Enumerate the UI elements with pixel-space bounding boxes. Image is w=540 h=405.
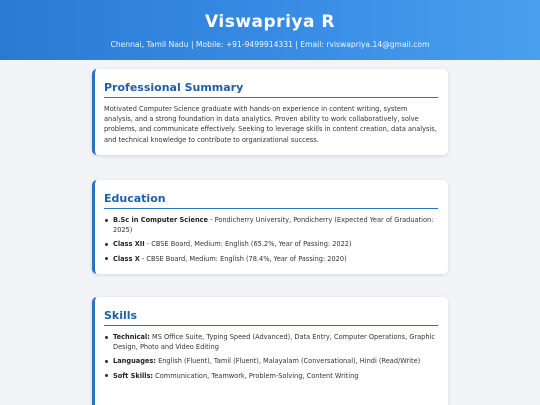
section-title-education: Education (104, 192, 438, 209)
contact-line: Chennai, Tamil Nadu | Mobile: +91-9499914331 | Email: rviswapriya.14@gmail.com (110, 40, 430, 49)
section-title-skills: Skills (104, 309, 438, 326)
skill-category: Technical: (113, 333, 150, 341)
skill-detail: English (Fluent), Tamil (Fluent), Malayalam (Conversational), Hindi (Read/Write) (155, 357, 421, 366)
summary-text: Motivated Computer Science graduate with hands-on experience in content writing, system analysis, and a strong foundation in data analytics. Proven ability to work collaboratively, solve problems, and communicate effectively. Seeking to leverage skills in content creation, data analysis, and technical knowledge to contribute to organizational success. (104, 105, 437, 144)
education-section (92, 180, 448, 274)
skill-category: Soft Skills: (113, 371, 154, 380)
education-detail: - CBSE Board, Medium: English (78.4%, Year of Passing: 2020) (139, 254, 347, 263)
section-title-summary: Professional Summary (104, 81, 438, 98)
list-item (104, 239, 438, 249)
list-item (104, 254, 438, 264)
skill-detail: Communication, Teamwork, Problem-Solving, Content Writing (153, 371, 359, 380)
summary-section (92, 69, 448, 155)
education-list (104, 215, 438, 264)
skills-section (92, 297, 448, 405)
list-item (104, 371, 438, 381)
education-detail: - Pondicherry University, Pondicherry (Expected Year of Graduation: 2025) (113, 216, 434, 235)
list-item (104, 356, 438, 366)
education-degree: Class X (113, 254, 140, 263)
list-item (104, 215, 438, 235)
education-degree: Class XII (113, 240, 145, 249)
education-degree: B.Sc in Computer Science (113, 216, 209, 224)
resume-header (0, 0, 540, 60)
list-item (104, 332, 438, 352)
skills-list (104, 332, 438, 381)
skill-detail: MS Office Suite, Typing Speed (Advanced), Data Entry, Computer Operations, Graphic Design, Photo and Video Editing (113, 333, 435, 352)
candidate-name: Viswapriya R (205, 12, 335, 32)
skill-category: Languages: (113, 357, 156, 366)
education-detail: - CBSE Board, Medium: English (65.2%, Year of Passing: 2022) (144, 240, 352, 249)
